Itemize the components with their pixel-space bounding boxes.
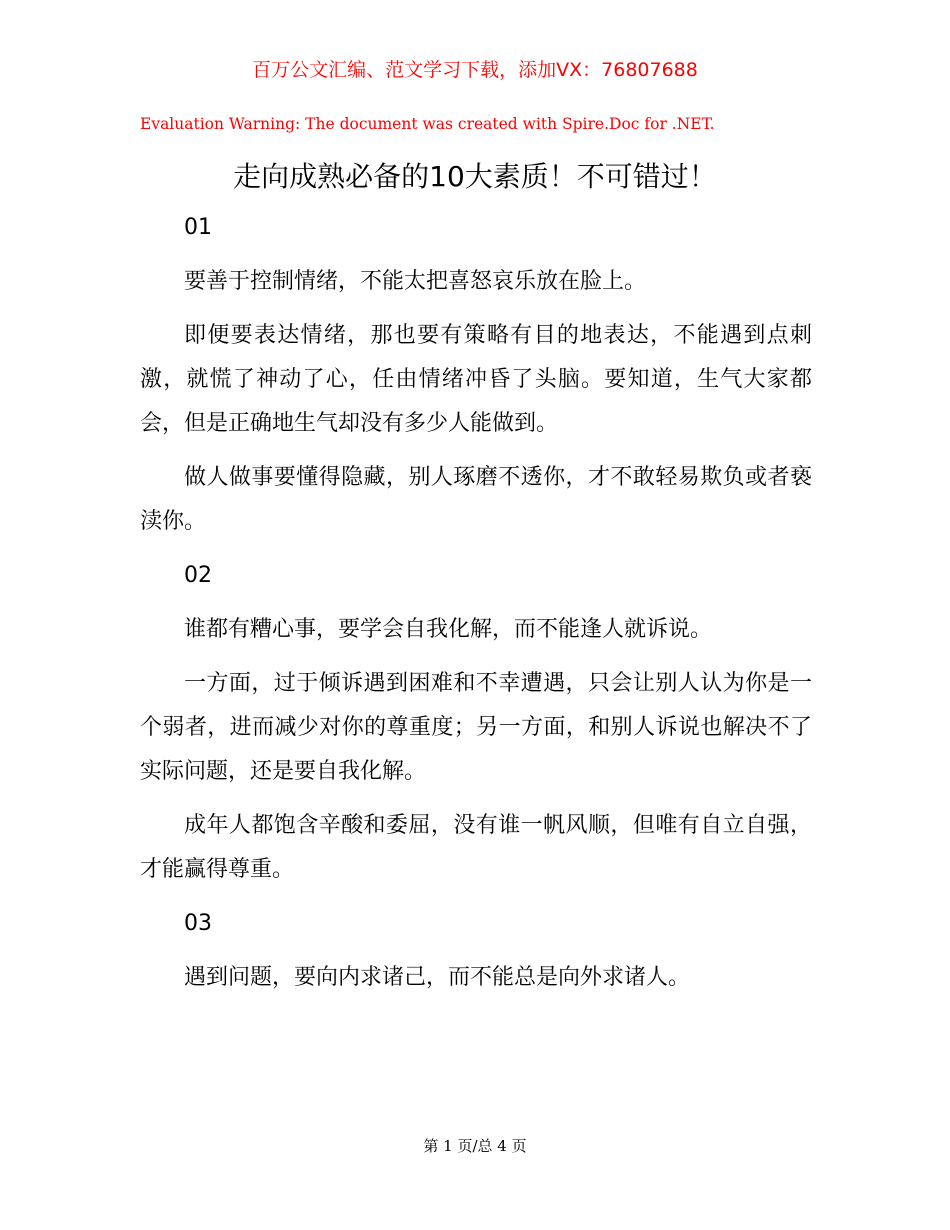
promo-header: 百万公文汇编、范文学习下载，添加VX：76807688: [252, 59, 698, 81]
evaluation-warning: Evaluation Warning: The document was created with Spire.Doc for .NET.: [140, 115, 715, 133]
paragraph: 谁都有糟心事，要学会自我化解，而不能逢人就诉说。: [184, 617, 713, 642]
paragraph: 遇到问题，要向内求诸己，而不能总是向外求诸人。: [184, 965, 691, 990]
section-number: 01: [184, 215, 212, 240]
paragraph: 做人做事要懂得隐藏，别人琢磨不透你，才不敢轻易欺负或者亵渎你。: [140, 465, 812, 534]
paragraph: 一方面，过于倾诉遇到困难和不幸遭遇，只会让别人认为你是一个弱者，进而减少对你的尊重度；另一方面，和别人诉说也解决不了实际问题，还是要自我化解。: [140, 671, 812, 784]
page-number: 第 1 页/总 4 页: [423, 1137, 527, 1155]
document-body: [140, 206, 812, 1010]
paragraph: 要善于控制情绪，不能太把喜怒哀乐放在脸上。: [184, 269, 647, 294]
paragraph: 成年人都饱含辛酸和委屈，没有谁一帆风顺，但唯有自立自强，才能赢得尊重。: [140, 813, 812, 882]
section-number: 02: [184, 563, 212, 588]
document-title: 走向成熟必备的10大素质！不可错过！: [233, 160, 717, 193]
section-number: 03: [184, 911, 212, 936]
paragraph: 即便要表达情绪，那也要有策略有目的地表达，不能遇到点刺激，就慌了神动了心，任由情绪冲昏了头脑。要知道，生气大家都会，但是正确地生气却没有多少人能做到。: [140, 323, 812, 436]
